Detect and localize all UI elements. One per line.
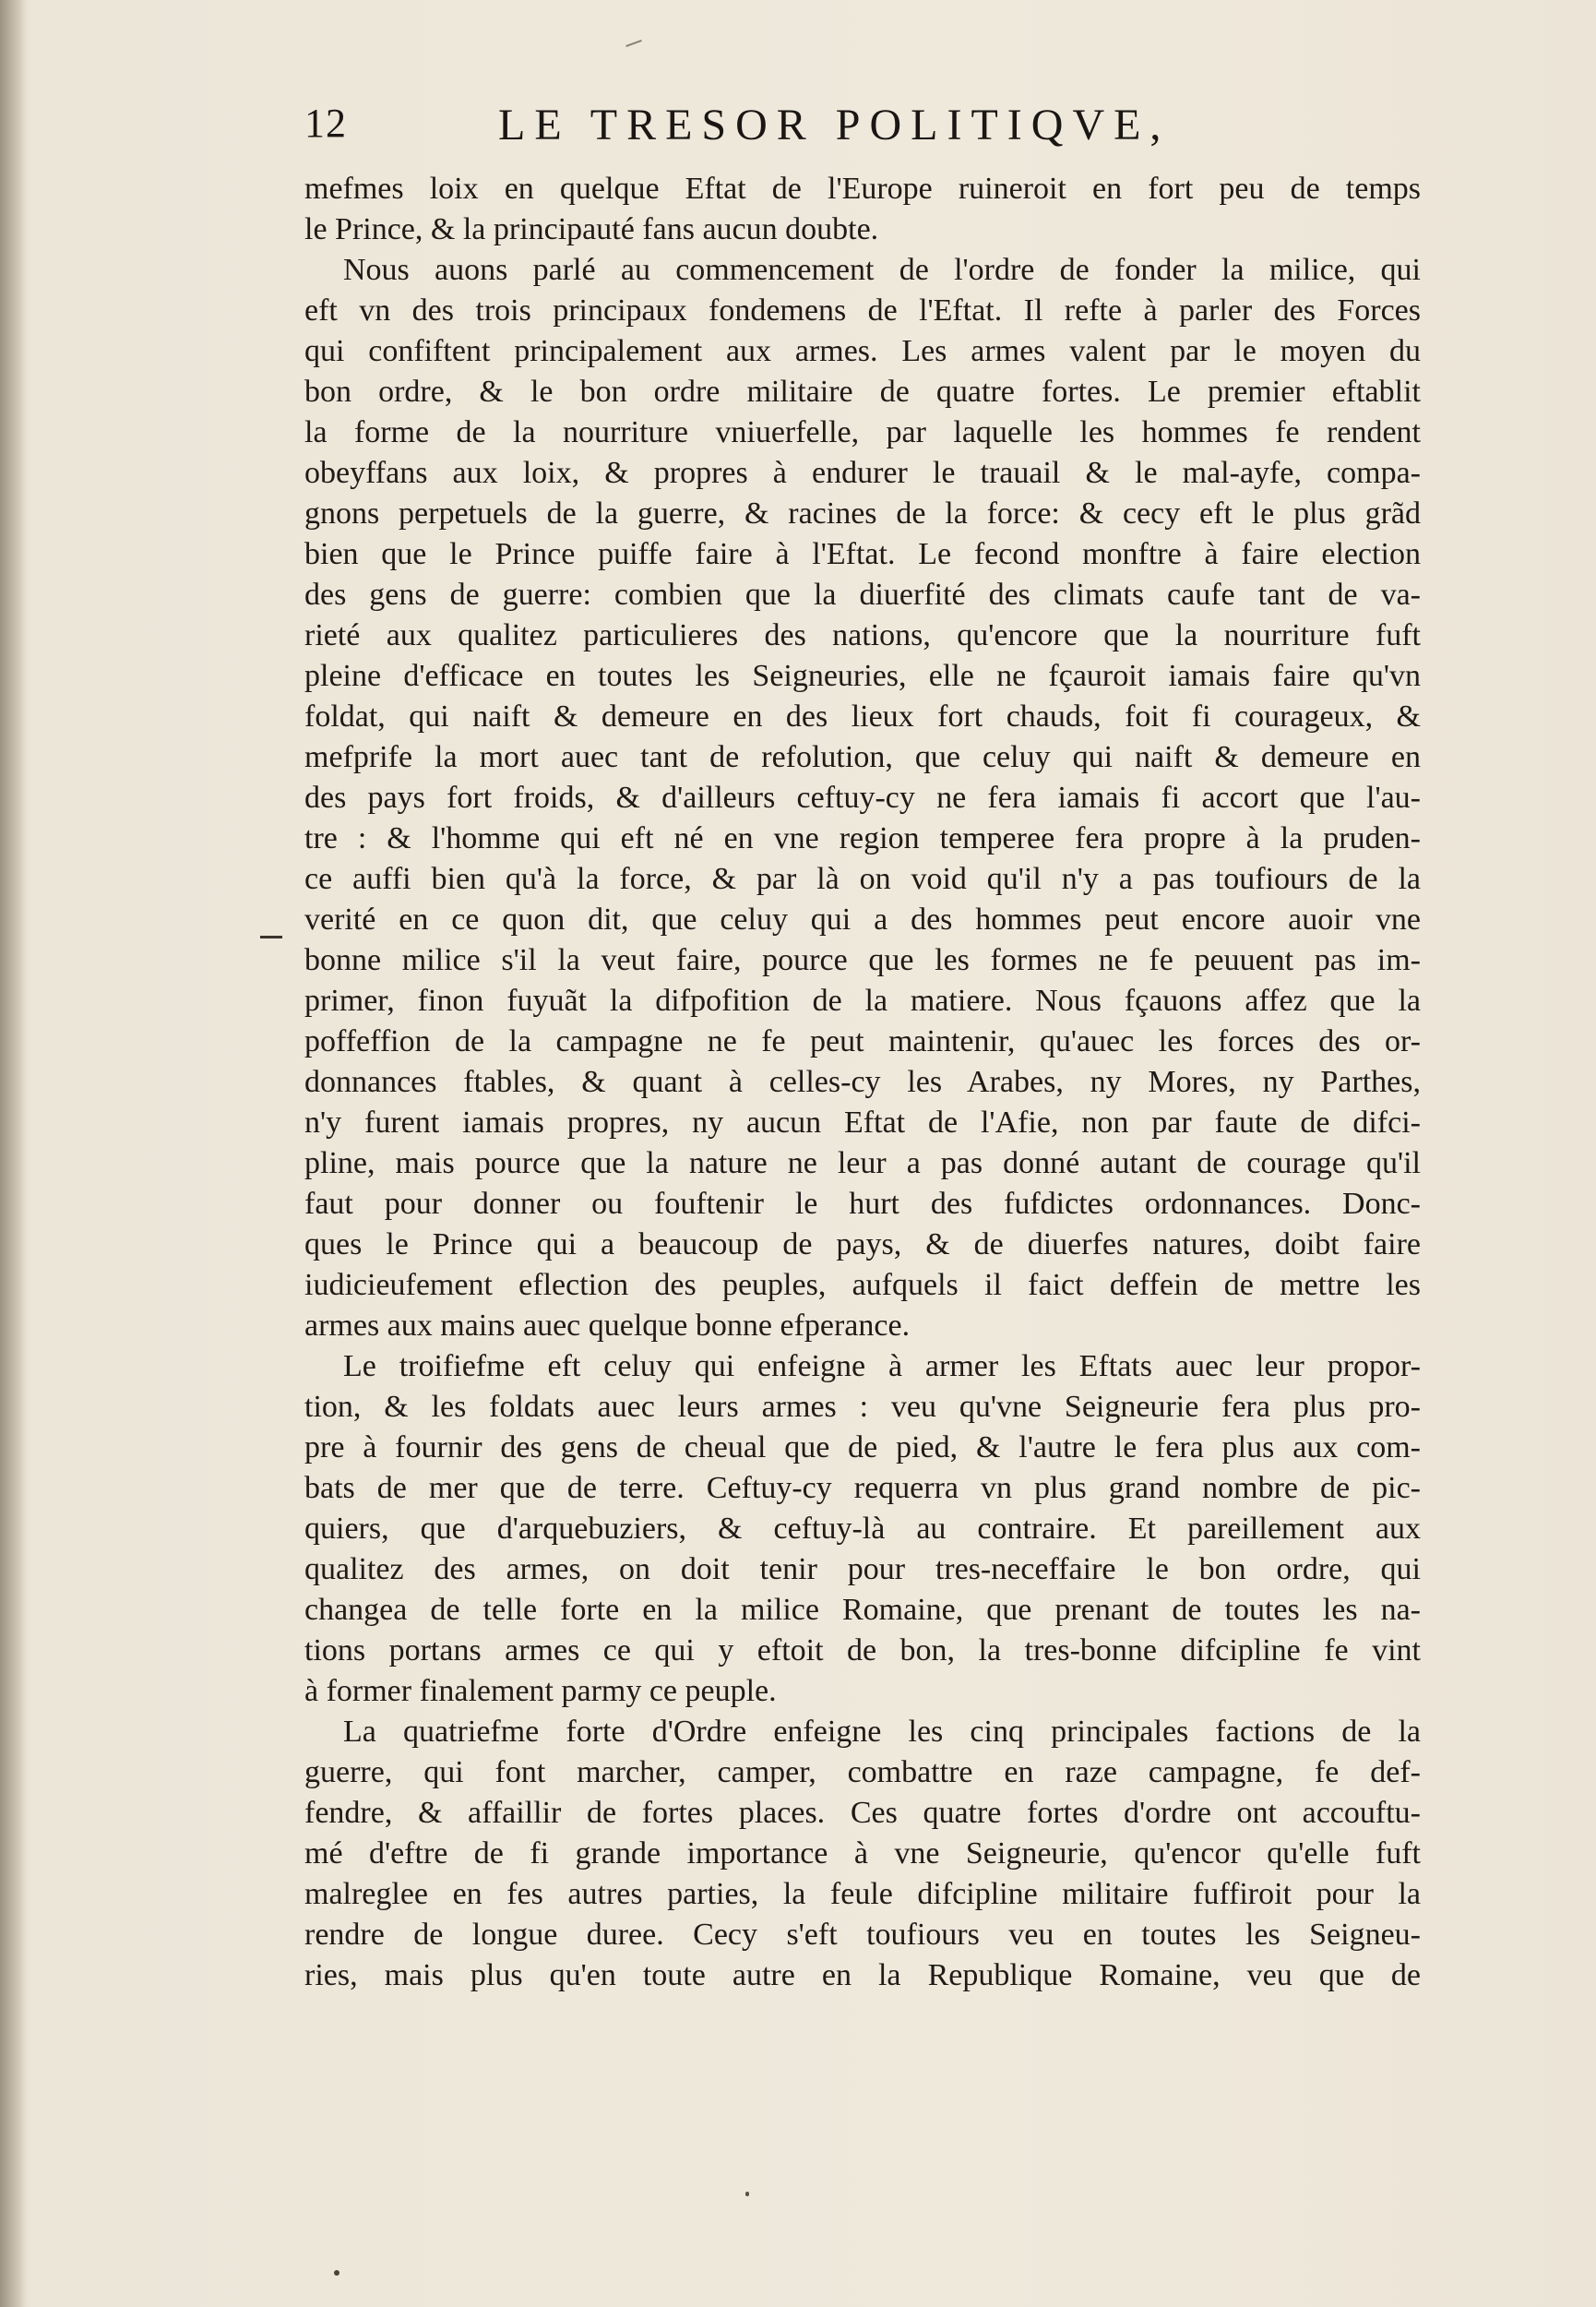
text-line: ques le Prince qui a beaucoup de pays, & de diuerfes natures, doibt faire [304,1227,1421,1261]
ink-mark [625,40,642,47]
text-line: bien que le Prince puiffe faire à l'Eftat. Le fecond monftre à faire election [304,537,1421,571]
running-title: LE TRESOR POLITIQVE, [498,101,1171,149]
text-line: des pays fort froids, & d'ailleurs ceftuy-cy ne fera iamais fi accort que l'au- [304,781,1421,815]
text-line: mefprife la mort auec tant de refolution, que celuy qui naift & demeure en [304,740,1421,774]
text-line: pre à fournir des gens de cheual que de pied, & l'autre le fera plus aux com- [304,1430,1421,1464]
ink-spot [745,2192,749,2196]
text-line: fendre, & affaillir de fortes places. Ces quatre fortes d'ordre ont accouftu- [304,1796,1421,1830]
text-line: mé d'eftre de fi grande importance à vne Seigneurie, qu'encor qu'elle fuft [304,1836,1421,1871]
text-line: armes aux mains auec quelque bonne efperance. [304,1309,911,1343]
text-line: rendre de longue duree. Cecy s'eft toufiours veu en toutes les Seigneu- [304,1918,1421,1952]
text-line: Nous auons parlé au commencement de l'ordre de fonder la milice, qui [343,253,1421,287]
text-line: donnances ftables, & quant à celles-cy les Arabes, ny Mores, ny Parthes, [304,1065,1421,1099]
text-line: n'y furent iamais propres, ny aucun Eftat de l'Afie, non par faute de difci- [304,1106,1421,1140]
text-line: La quatriefme forte d'Ordre enfeigne les cinq principales factions de la [343,1715,1421,1749]
text-line: tion, & les foldats auec leurs armes : veu qu'vne Seigneurie fera plus pro- [304,1390,1421,1424]
text-line: pline, mais pource que la nature ne leur a pas donné autant de courage qu'il [304,1146,1421,1180]
page-number: 12 [304,101,347,146]
text-line: poffeffion de la campagne ne fe peut maintenir, qu'auec les forces des or- [304,1024,1421,1058]
text-line: eft vn des trois principaux fondemens de l'Eftat. Il refte à parler des Forces [304,293,1421,328]
text-line: rieté aux qualitez particulieres des nations, qu'encore que la nourriture fuft [304,618,1421,652]
text-line: des gens de guerre: combien que la diuerfité des climats caufe tant de va- [304,578,1421,612]
text-line: gnons perpetuels de la guerre, & racines de la force: & cecy eft le plus grãd [304,496,1421,531]
text-line: qui confiftent principalement aux armes. Les armes valent par le moyen du [304,334,1421,368]
text-line: bon ordre, & le bon ordre militaire de quatre fortes. Le premier eftablit [304,375,1421,409]
text-line: foldat, qui naift & demeure en des lieux fort chauds, foit fi courageux, & [304,699,1421,734]
text-line: qualitez des armes, on doit tenir pour tres-neceffaire le bon ordre, qui [304,1552,1421,1586]
text-line: changea de telle forte en la milice Romaine, que prenant de toutes les na- [304,1593,1421,1627]
gutter-shadow [0,0,26,2307]
text-line: faut pour donner ou fouftenir le hurt des fufdictes ordonnances. Donc- [304,1187,1421,1221]
text-line: malreglee en fes autres parties, la feule difcipline militaire fuffiroit pour la [304,1877,1421,1911]
text-line: quiers, que d'arquebuziers, & ceftuy-là au contraire. Et pareillement aux [304,1512,1421,1546]
text-line: ries, mais plus qu'en toute autre en la Republique Romaine, veu que de [304,1958,1421,1992]
text-line: guerre, qui font marcher, camper, combattre en raze campagne, fe def- [304,1755,1421,1789]
text-line: à former finalement parmy ce peuple. [304,1674,777,1708]
text-line: le Prince, & la principauté fans aucun doubte. [304,212,879,246]
text-line: obeyffans aux loix, & propres à endurer le trauail & le mal-ayfe, compa- [304,456,1421,490]
body-text [304,169,1421,1996]
text-line: primer, finon fuyuãt la difpofition de la matiere. Nous fçauons affez que la [304,984,1421,1018]
text-line: ce auffi bien qu'à la force, & par là on void qu'il n'y a pas toufiours de la [304,862,1421,896]
text-line: iudicieufement eflection des peuples, aufquels il faict deffein de mettre les [304,1268,1421,1302]
ink-spot [334,2270,339,2276]
text-line: la forme de la nourriture vniuerfelle, par laquelle les hommes fe rendent [304,415,1421,449]
page-header [304,100,1421,164]
text-line: Le troifiefme eft celuy qui enfeigne à armer les Eftats auec leur propor- [343,1349,1421,1383]
text-line: tre : & l'homme qui eft né en vne region temperee fera propre à la pruden- [304,821,1421,855]
margin-dash [260,936,282,938]
text-line: pleine d'efficace en toutes les Seigneuries, elle ne fçauroit iamais faire qu'vn [304,659,1421,693]
text-line: verité en ce quon dit, que celuy qui a des hommes peut encore auoir vne [304,902,1421,937]
text-line: mefmes loix en quelque Eftat de l'Europe ruineroit en fort peu de temps [304,172,1421,206]
text-line: tions portans armes ce qui y eftoit de bon, la tres-bonne difcipline fe vint [304,1633,1421,1667]
text-line: bats de mer que de terre. Ceftuy-cy requerra vn plus grand nombre de pic- [304,1471,1421,1505]
text-line: bonne milice s'il la veut faire, pource que les formes ne fe peuuent pas im- [304,943,1421,977]
